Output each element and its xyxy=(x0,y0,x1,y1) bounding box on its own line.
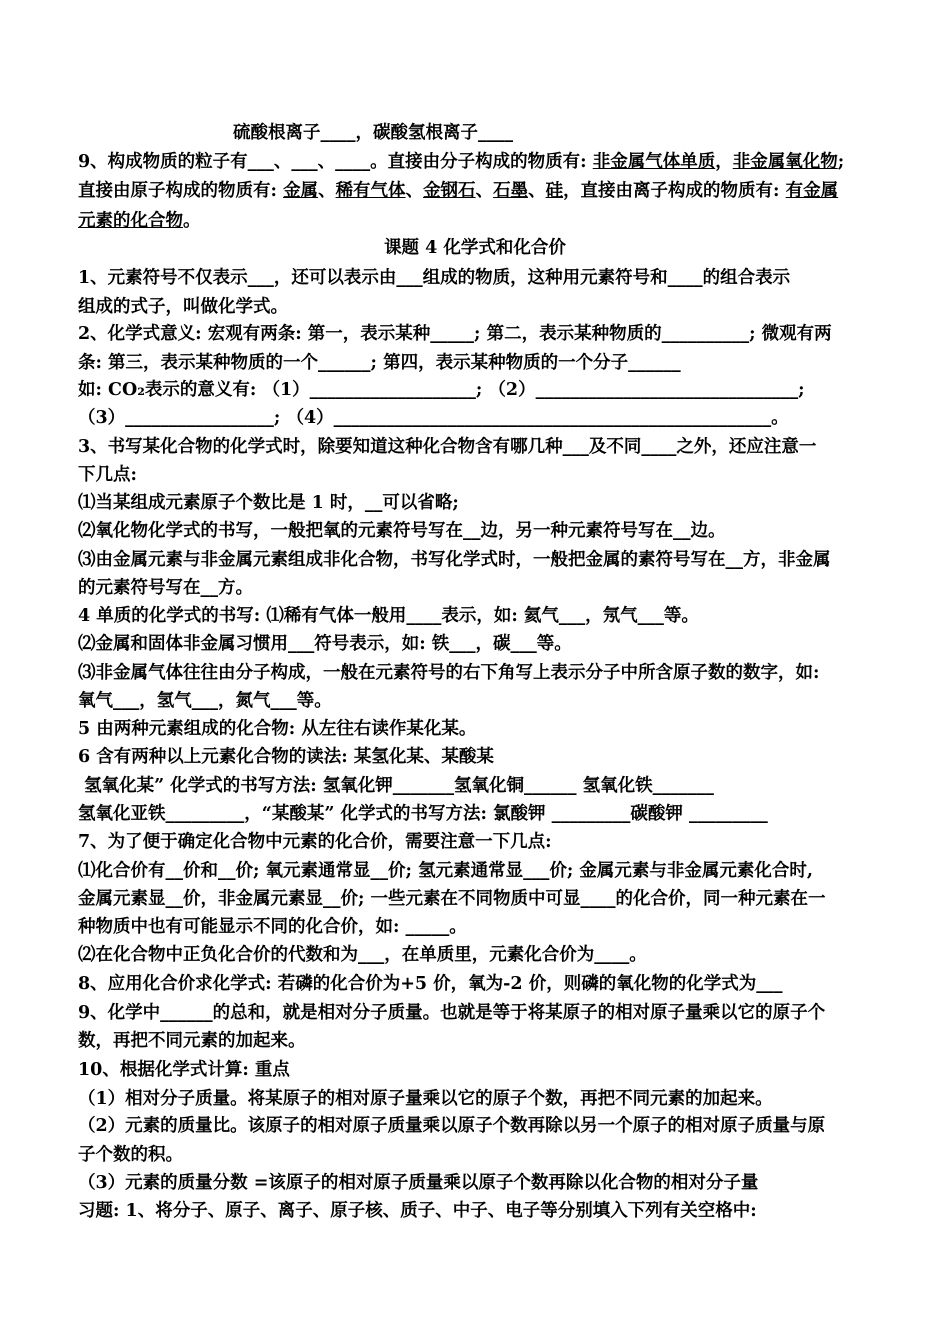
line-text: 2、化学式意义: 宏观有两条: 第一，表示某种_____; 第二，表示某种物质的__________; 微观有两 xyxy=(78,324,832,344)
underlined-answer: 稀有气体 xyxy=(335,181,406,201)
text-line xyxy=(78,601,878,631)
line-text: 。 xyxy=(183,211,201,231)
line-text: 金属元素显__价，非金属元素显__价; 一些元素在不同物质中可显____的化合价，同一种元素在一 xyxy=(78,889,826,909)
underlined-answer: 金属 xyxy=(283,181,319,201)
line-text: 6 含有两种以上元素化合物的读法: 某氢化某、某酸某 xyxy=(78,747,494,767)
text-line xyxy=(78,827,878,857)
line-text: 4 单质的化学式的书写: ⑴稀有气体一般用____表示，如: 氦气___，氖气___等。 xyxy=(78,606,699,626)
line-text: 、 xyxy=(405,181,424,201)
line-text: ⑵金属和固体非金属习惯用___符号表示，如: 铁___，碳___等。 xyxy=(78,634,572,654)
line-text: 习题: 1、将分子、原子、离子、原子核、质子、中子、电子等分别填入下列有关空格中: xyxy=(78,1201,757,1221)
section-heading xyxy=(0,233,950,263)
line-text: 如: CO₂表示的意义有: （1）___________________; （2）______________________________; xyxy=(78,380,805,400)
line-text: （2）元素的质量比。该原子的相对原子质量乘以原子个数再除以另一个原子的相对原子质量与原 xyxy=(78,1116,826,1136)
line-text: 直接由原子构成的物质有: xyxy=(78,181,284,201)
text-line xyxy=(78,176,878,206)
text-line xyxy=(78,1196,878,1226)
line-text: 3、书写某化合物的化学式时，除要知道这种化合物含有哪几种___及不同____之外，还应注意一 xyxy=(78,437,817,457)
text-line xyxy=(78,742,878,772)
text-line xyxy=(78,403,878,433)
text-line xyxy=(78,263,878,293)
text-line xyxy=(78,969,878,999)
line-text: 氧气___，氢气___，氮气___等。 xyxy=(78,691,332,711)
text-line xyxy=(78,460,878,490)
line-text: ; xyxy=(837,152,845,172)
line-text: 下几点: xyxy=(78,465,137,485)
text-line xyxy=(78,714,878,744)
underlined-answer: 金钢石 xyxy=(423,181,476,201)
line-text: 数，再把不同元素的加起来。 xyxy=(78,1031,306,1051)
line-text: 5 由两种元素组成的化合物: 从左往右读作某化某。 xyxy=(78,719,477,739)
line-text: 1、元素符号不仅表示___，还可以表示由___组成的物质，这种用元素符号和____的组合表示 xyxy=(78,268,791,288)
line-text: 、 xyxy=(318,181,336,201)
text-line xyxy=(78,856,878,886)
text-line xyxy=(78,998,878,1028)
text-line xyxy=(78,884,878,914)
text-line xyxy=(233,118,950,148)
text-line xyxy=(78,1111,878,1141)
underlined-answer: 硅 xyxy=(545,181,564,201)
line-text: 组成的式子，叫做化学式。 xyxy=(78,297,288,317)
text-line xyxy=(78,1084,878,1114)
line-text: （1）相对分子质量。将某原子的相对原子量乘以它的原子个数，再把不同元素的加起来。 xyxy=(78,1089,773,1109)
line-text: ⑵在化合物中正负化合价的代数和为___，在单质里，元素化合价为____。 xyxy=(78,945,647,965)
line-text: 条: 第三，表示某种物质的一个______; 第四，表示某种物质的一个分子______ xyxy=(78,353,681,373)
line-text: （3）元素的质量分数 =该原子的相对原子质量乘以原子个数再除以化合物的相对分子量 xyxy=(78,1173,759,1193)
line-text: 、 xyxy=(528,181,546,201)
underlined-answer: 石墨 xyxy=(493,181,529,201)
underlined-answer: 非金属气体单质 xyxy=(592,152,716,172)
text-line xyxy=(78,940,878,970)
line-text: ⑶由金属元素与非金属元素组成非化合物，书写化学式时，一般把金属的素符号写在__方，非金属 xyxy=(78,550,831,570)
text-line xyxy=(78,206,878,236)
line-text: 种物质中也有可能显示不同的化合价，如: _____。 xyxy=(78,917,467,937)
text-line xyxy=(78,912,878,942)
text-line xyxy=(78,319,878,349)
line-text: 课题 4 化学式和化合价 xyxy=(384,238,566,258)
text-line xyxy=(78,375,878,405)
line-text: 氢氧化亚铁_________，“某酸某” 化学式的书写方法: 氯酸钾 _________碳酸钾 _________ xyxy=(78,804,768,824)
text-line xyxy=(78,292,878,322)
text-line xyxy=(78,1055,878,1085)
line-text: （3）_________________; （4）__________________________________________________。 xyxy=(78,408,789,428)
text-line xyxy=(78,771,878,801)
text-line xyxy=(78,1026,878,1056)
line-text: 8、应用化合价求化学式: 若磷的化合价为+5 价，氧为-2 价，则磷的氧化物的化学式为___ xyxy=(78,974,783,994)
text-line xyxy=(78,686,878,716)
text-line xyxy=(78,516,878,546)
text-line xyxy=(78,1168,878,1198)
line-text: ⑶非金属气体往往由分子构成，一般在元素符号的右下角写上表示分子中所含原子数的数字，如: xyxy=(78,663,820,683)
underlined-answer: 非金属氧化物 xyxy=(732,152,838,172)
text-line xyxy=(78,545,878,575)
line-text: ⑴化合价有__价和__价; 氧元素通常显__价; 氢元素通常显___价; 金属元素与非金属元素化合时, xyxy=(78,861,813,881)
text-line xyxy=(78,488,878,518)
text-line xyxy=(78,348,878,378)
line-text: 的元素符号写在__方。 xyxy=(78,578,253,598)
text-line xyxy=(78,147,878,177)
line-text: 子个数的积。 xyxy=(78,1145,183,1165)
underlined-answer: 有金属 xyxy=(785,181,839,201)
line-text: 9、构成物质的粒子有___、___、____。直接由分子构成的物质有: xyxy=(78,152,593,172)
text-line xyxy=(78,658,878,688)
underlined-answer: 元素的化合物 xyxy=(78,211,183,231)
text-line xyxy=(78,799,878,829)
line-text: 10、根据化学式计算: 重点 xyxy=(78,1060,290,1080)
line-text: 7、为了便于确定化合物中元素的化合价，需要注意一下几点: xyxy=(78,832,552,852)
line-text: 氢氧化某” 化学式的书写方法: 氢氧化钾_______氢氧化铜______ 氢氧化铁_______ xyxy=(78,776,714,796)
text-line xyxy=(78,432,878,462)
line-text: ⑴当某组成元素原子个数比是 1 时，__可以省略; xyxy=(78,493,459,513)
line-text: ， xyxy=(715,152,733,172)
text-line xyxy=(78,573,878,603)
line-text: ⑵氧化物化学式的书写，一般把氧的元素符号写在__边，另一种元素符号写在__边。 xyxy=(78,521,726,541)
line-text: 、 xyxy=(475,181,494,201)
line-text: ，直接由离子构成的物质有: xyxy=(563,181,786,201)
text-line xyxy=(78,629,878,659)
line-text: 硫酸根离子____，碳酸氢根离子____ xyxy=(233,123,513,143)
line-text: 9、化学中______的总和，就是相对分子质量。也就是等于将某原子的相对原子量乘以它的原子个 xyxy=(78,1003,826,1023)
text-line xyxy=(78,1140,878,1170)
